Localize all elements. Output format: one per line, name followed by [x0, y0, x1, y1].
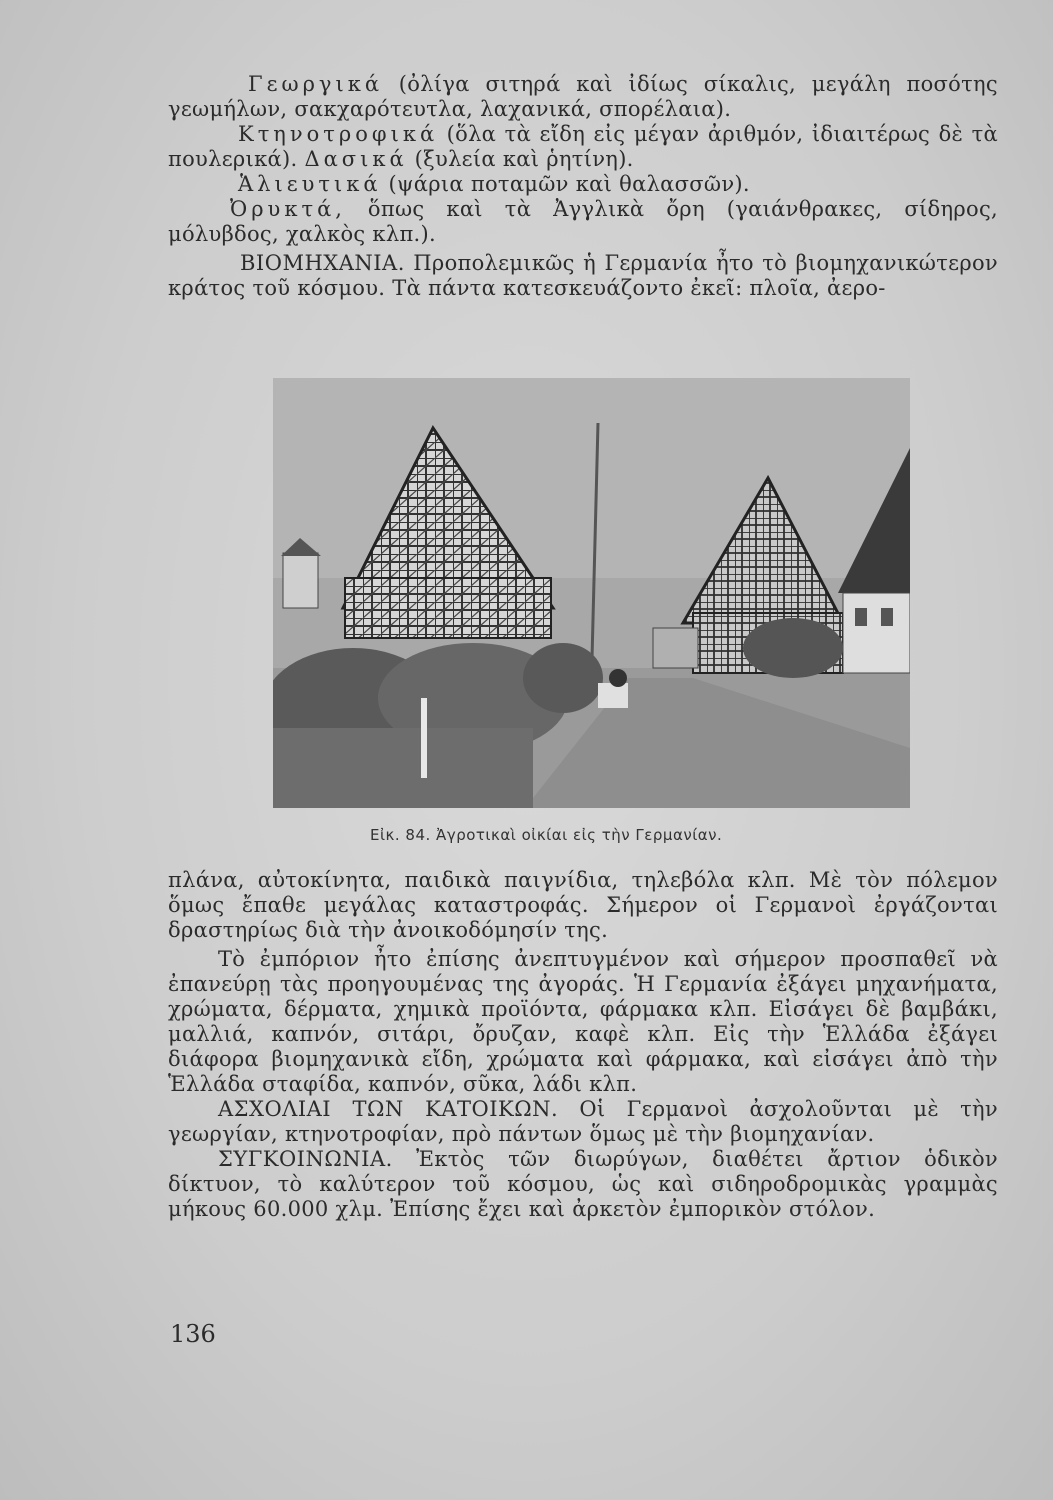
paragraph-trade [168, 947, 998, 1097]
paragraph-lead: ΒΙΟΜΗΧΑΝΙΑ. [240, 251, 405, 275]
paragraph-text: Τὸ ἐμπόριον ἦτο ἐπίσης ἀνεπτυγμένον καὶ σήμερον προσπαθεῖ νὰ ἐπανεύρῃ τὰς προηγουμένας της ἀγοράς. Ἡ Γερμανία ἐξάγει μηχανήματα, χρώματα, δέρματα, χημικὰ προϊόντα, φάρμακα κλπ. Εἰσάγει δὲ βαμβάκι, μαλλιά, καπνόν, σιτάρι, ὄρυζαν, καφὲ κλπ. Εἰς τὴν Ἑλλάδα ἐξάγει διάφορα βιομηχανικὰ εἴδη, χρώματα καὶ φάρμακα, καὶ εἰσάγει ἀπὸ τὴν Ἑλλάδα σταφίδα, καπνόν, σῦκα, λάδι κλπ. [168, 947, 998, 1096]
page-number: 136 [170, 1320, 216, 1348]
paragraph-text: (ψάρια ποταμῶν καὶ θαλασσῶν). [381, 172, 750, 196]
paragraph-text: (ὅλα τὰ εἴδη εἰς μέγαν ἀριθμόν, ἰδιαιτέρως δὲ τὰ πουλερικά). [168, 122, 998, 171]
farmhouse-illustration [273, 378, 910, 808]
figure-caption: Εἰκ. 84. Ἀγροτικαὶ οἰκίαι εἰς τὴν Γερμανίαν. [370, 826, 723, 844]
paragraph-text: Προπολεμικῶς ἡ Γερμανία ἦτο τὸ βιομηχανικώτερον κράτος τοῦ κόσμου. Τὰ πάντα κατεσκευάζοντο ἐκεῖ: πλοῖα, ἀερο- [168, 251, 998, 300]
paragraph-lead: Κτηνοτροφικά [238, 122, 439, 146]
paragraph-industry [168, 251, 998, 301]
top-text-block [168, 72, 998, 301]
paragraph-war-damage [168, 868, 998, 943]
paragraph-livestock [168, 122, 998, 172]
paragraph-agriculture [168, 72, 998, 122]
paragraph-lead: ΑΣΧΟΛΙΑΙ ΤΩΝ ΚΑΤΟΙΚΩΝ. [218, 1097, 559, 1121]
paragraph-minerals [168, 197, 998, 247]
paragraph-fishing [168, 172, 998, 197]
paragraph-communication [168, 1147, 998, 1222]
paragraph-text: ὅπως καὶ τὰ Ἀγγλικὰ ὄρη (γαιάνθρακες, σίδηρος, μόλυβδος, χαλκὸς κλπ.). [168, 197, 998, 246]
paragraph-lead: ΣΥΓΚΟΙΝΩΝΙΑ. [218, 1147, 393, 1171]
paragraph-lead-secondary: Δασικά [304, 147, 408, 171]
paragraph-occupations [168, 1097, 998, 1147]
paragraph-text-secondary: (ξυλεία καὶ ῥητίνη). [407, 147, 634, 171]
paragraph-text: Οἱ Γερμανοὶ ἀσχολοῦνται μὲ τὴν γεωργίαν, κτηνοτροφίαν, πρὸ πάντων ὅμως μὲ τὴν βιομηχανίαν. [168, 1097, 998, 1146]
paragraph-lead: Ὀρυκτά, [230, 197, 346, 221]
paragraph-lead: Γεωργικά [248, 72, 384, 96]
farmhouse-photo [273, 378, 910, 808]
paragraph-text: (ὀλίγα σιτηρά καὶ ἰδίως σίκαλις, μεγάλη ποσότης γεωμήλων, σακχαρότευτλα, λαχανικά, σπορέλαια). [168, 72, 998, 121]
paragraph-lead: Ἁλιευτικά [238, 172, 382, 196]
paragraph-text: Ἐκτὸς τῶν διωρύγων, διαθέτει ἄρτιον ὁδικὸν δίκτυον, τὸ καλύτερον τοῦ κόσμου, ὡς καὶ σιδηροδρομικὰς γραμμὰς μήκους 60.000 χλμ. Ἐπίσης ἔχει καὶ ἀρκετὸν ἐμπορικὸν στόλον. [168, 1147, 998, 1221]
paragraph-text: πλάνα, αὐτοκίνητα, παιδικὰ παιγνίδια, τηλεβόλα κλπ. Μὲ τὸν πόλεμον ὅμως ἔπαθε μεγάλας καταστροφάς. Σήμερον οἱ Γερμανοὶ ἐργάζονται δραστηρίως διὰ τὴν ἀνοικοδόμησίν της. [168, 868, 998, 942]
bottom-text-block [168, 868, 998, 1222]
